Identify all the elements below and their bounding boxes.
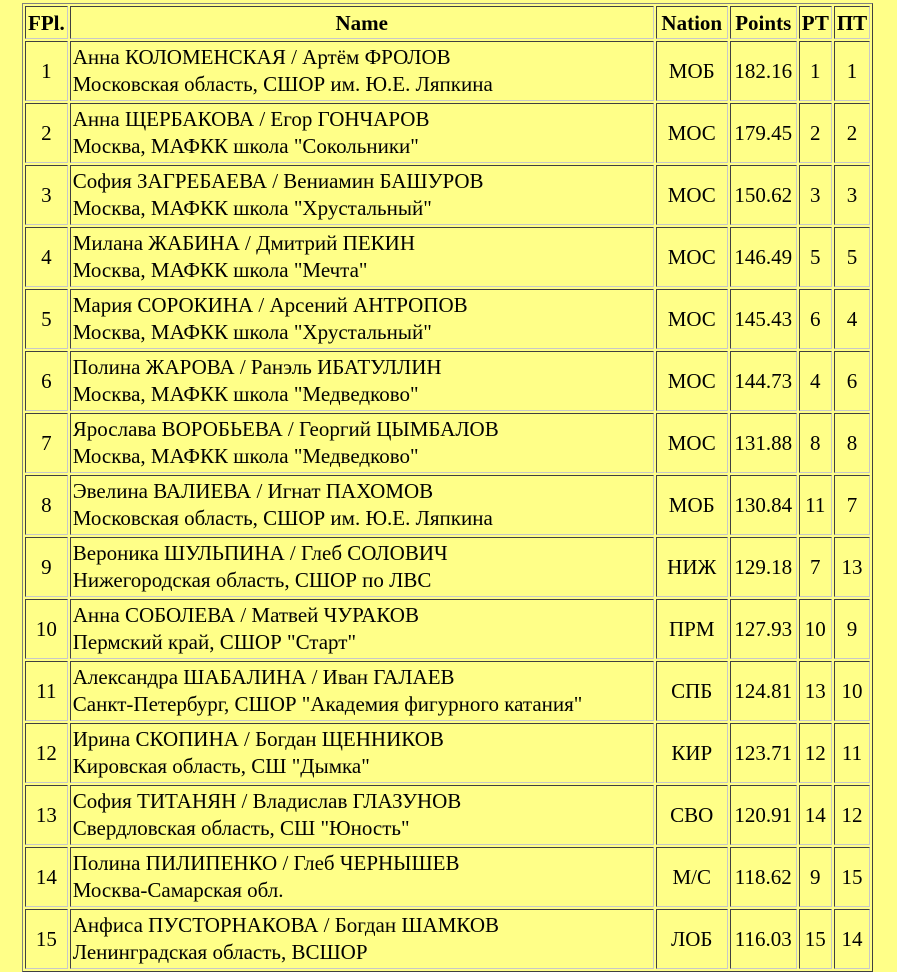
nation-cell: ПРМ (656, 599, 728, 659)
pair-names: Эвелина ВАЛИЕВА / Игнат ПАХОМОВ (72, 479, 434, 503)
points-cell: 123.71 (730, 723, 797, 783)
pt-cell: 11 (834, 723, 870, 783)
header-rt: РТ (799, 6, 832, 39)
place-cell: 9 (25, 537, 68, 597)
club-name: Москва, МАФКК школа "Сокольники" (72, 134, 419, 158)
points-cell: 127.93 (730, 599, 797, 659)
pt-cell: 12 (834, 785, 870, 845)
club-name: Москва, МАФКК школа "Хрустальный" (72, 320, 432, 344)
place-cell: 8 (25, 475, 68, 535)
name-cell (70, 599, 654, 659)
pair-names: Ярослава ВОРОБЬЕВА / Георгий ЦЫМБАЛОВ (72, 417, 499, 441)
table-row (25, 103, 870, 163)
place-cell: 2 (25, 103, 68, 163)
pair-names: Анна КОЛОМЕНСКАЯ / Артём ФРОЛОВ (72, 45, 451, 69)
header-row (25, 6, 870, 39)
table-row (25, 599, 870, 659)
table-row (25, 227, 870, 287)
points-cell: 129.18 (730, 537, 797, 597)
name-cell (70, 661, 654, 721)
rt-cell: 2 (799, 103, 832, 163)
nation-cell: М/С (656, 847, 728, 907)
club-name: Московская область, СШОР им. Ю.Е. Ляпкина (72, 506, 493, 530)
pair-names: Полина ЖАРОВА / Ранэль ИБАТУЛЛИН (72, 355, 442, 379)
nation-cell: МОС (656, 351, 728, 411)
table-row (25, 413, 870, 473)
rt-cell: 14 (799, 785, 832, 845)
nation-cell: СВО (656, 785, 728, 845)
table-row (25, 785, 870, 845)
name-cell (70, 289, 654, 349)
name-cell (70, 723, 654, 783)
points-cell: 120.91 (730, 785, 797, 845)
pair-names: Вероника ШУЛЬПИНА / Глеб СОЛОВИЧ (72, 541, 448, 565)
pair-names: София ТИТАНЯН / Владислав ГЛАЗУНОВ (72, 789, 462, 813)
club-name: Санкт-Петербург, СШОР "Академия фигурного катания" (72, 692, 583, 716)
rt-cell: 15 (799, 909, 832, 969)
rt-cell: 8 (799, 413, 832, 473)
club-name: Москва, МАФКК школа "Медведково" (72, 444, 419, 468)
pair-names: Александра ШАБАЛИНА / Иван ГАЛАЕВ (72, 665, 455, 689)
pt-cell: 6 (834, 351, 870, 411)
nation-cell: НИЖ (656, 537, 728, 597)
name-cell (70, 351, 654, 411)
nation-cell: МОС (656, 227, 728, 287)
pair-names: Милана ЖАБИНА / Дмитрий ПЕКИН (72, 231, 415, 255)
header-points: Points (730, 6, 797, 39)
club-name: Москва, МАФКК школа "Медведково" (72, 382, 419, 406)
club-name: Москва, МАФКК школа "Мечта" (72, 258, 368, 282)
rt-cell: 1 (799, 41, 832, 101)
pt-cell: 8 (834, 413, 870, 473)
place-cell: 7 (25, 413, 68, 473)
pt-cell: 14 (834, 909, 870, 969)
name-cell (70, 785, 654, 845)
points-cell: 182.16 (730, 41, 797, 101)
pt-cell: 13 (834, 537, 870, 597)
pt-cell: 9 (834, 599, 870, 659)
club-name: Москва, МАФКК школа "Хрустальный" (72, 196, 432, 220)
table-row (25, 351, 870, 411)
header-place: FPl. (25, 6, 68, 39)
points-cell: 179.45 (730, 103, 797, 163)
points-cell: 124.81 (730, 661, 797, 721)
points-cell: 146.49 (730, 227, 797, 287)
place-cell: 11 (25, 661, 68, 721)
place-cell: 1 (25, 41, 68, 101)
points-cell: 130.84 (730, 475, 797, 535)
rt-cell: 11 (799, 475, 832, 535)
nation-cell: КИР (656, 723, 728, 783)
rt-cell: 4 (799, 351, 832, 411)
name-cell (70, 41, 654, 101)
place-cell: 14 (25, 847, 68, 907)
pair-names: Ирина СКОПИНА / Богдан ЩЕННИКОВ (72, 727, 444, 751)
pair-names: София ЗАГРЕБАЕВА / Вениамин БАШУРОВ (72, 169, 484, 193)
points-cell: 116.03 (730, 909, 797, 969)
header-name: Name (70, 6, 654, 39)
rt-cell: 10 (799, 599, 832, 659)
name-cell (70, 909, 654, 969)
results-table (22, 3, 873, 972)
club-name: Кировская область, СШ "Дымка" (72, 754, 370, 778)
nation-cell: СПБ (656, 661, 728, 721)
table-row (25, 475, 870, 535)
name-cell (70, 537, 654, 597)
nation-cell: МОС (656, 165, 728, 225)
pair-names: Анфиса ПУСТОРНАКОВА / Богдан ШАМКОВ (72, 913, 500, 937)
rt-cell: 3 (799, 165, 832, 225)
nation-cell: МОБ (656, 41, 728, 101)
place-cell: 15 (25, 909, 68, 969)
rt-cell: 7 (799, 537, 832, 597)
table-row (25, 41, 870, 101)
pt-cell: 2 (834, 103, 870, 163)
header-nation: Nation (656, 6, 728, 39)
pt-cell: 15 (834, 847, 870, 907)
nation-cell: ЛОБ (656, 909, 728, 969)
place-cell: 4 (25, 227, 68, 287)
place-cell: 10 (25, 599, 68, 659)
pt-cell: 5 (834, 227, 870, 287)
name-cell (70, 475, 654, 535)
place-cell: 3 (25, 165, 68, 225)
pt-cell: 1 (834, 41, 870, 101)
header-pt: ПТ (834, 6, 870, 39)
pt-cell: 4 (834, 289, 870, 349)
points-cell: 144.73 (730, 351, 797, 411)
name-cell (70, 165, 654, 225)
pair-names: Анна ЩЕРБАКОВА / Егор ГОНЧАРОВ (72, 107, 430, 131)
rt-cell: 9 (799, 847, 832, 907)
table-row (25, 289, 870, 349)
pt-cell: 10 (834, 661, 870, 721)
pair-names: Полина ПИЛИПЕНКО / Глеб ЧЕРНЫШЕВ (72, 851, 460, 875)
nation-cell: МОС (656, 289, 728, 349)
rt-cell: 12 (799, 723, 832, 783)
nation-cell: МОС (656, 413, 728, 473)
nation-cell: МОС (656, 103, 728, 163)
club-name: Нижегородская область, СШОР по ЛВС (72, 568, 432, 592)
place-cell: 13 (25, 785, 68, 845)
pair-names: Мария СОРОКИНА / Арсений АНТРОПОВ (72, 293, 468, 317)
name-cell (70, 847, 654, 907)
name-cell (70, 103, 654, 163)
place-cell: 12 (25, 723, 68, 783)
points-cell: 118.62 (730, 847, 797, 907)
points-cell: 131.88 (730, 413, 797, 473)
table-row (25, 661, 870, 721)
club-name: Москва-Самарская обл. (72, 878, 284, 902)
name-cell (70, 413, 654, 473)
nation-cell: МОБ (656, 475, 728, 535)
place-cell: 6 (25, 351, 68, 411)
table-row (25, 165, 870, 225)
rt-cell: 5 (799, 227, 832, 287)
points-cell: 145.43 (730, 289, 797, 349)
place-cell: 5 (25, 289, 68, 349)
pair-names: Анна СОБОЛЕВА / Матвей ЧУРАКОВ (72, 603, 419, 627)
rt-cell: 13 (799, 661, 832, 721)
points-cell: 150.62 (730, 165, 797, 225)
table-row (25, 909, 870, 969)
pt-cell: 3 (834, 165, 870, 225)
rt-cell: 6 (799, 289, 832, 349)
club-name: Московская область, СШОР им. Ю.Е. Ляпкина (72, 72, 493, 96)
club-name: Ленинградская область, ВСШОР (72, 940, 368, 964)
pt-cell: 7 (834, 475, 870, 535)
table-row (25, 723, 870, 783)
table-row (25, 847, 870, 907)
table-row (25, 537, 870, 597)
club-name: Пермский край, СШОР "Старт" (72, 630, 357, 654)
name-cell (70, 227, 654, 287)
club-name: Свердловская область, СШ "Юность" (72, 816, 410, 840)
